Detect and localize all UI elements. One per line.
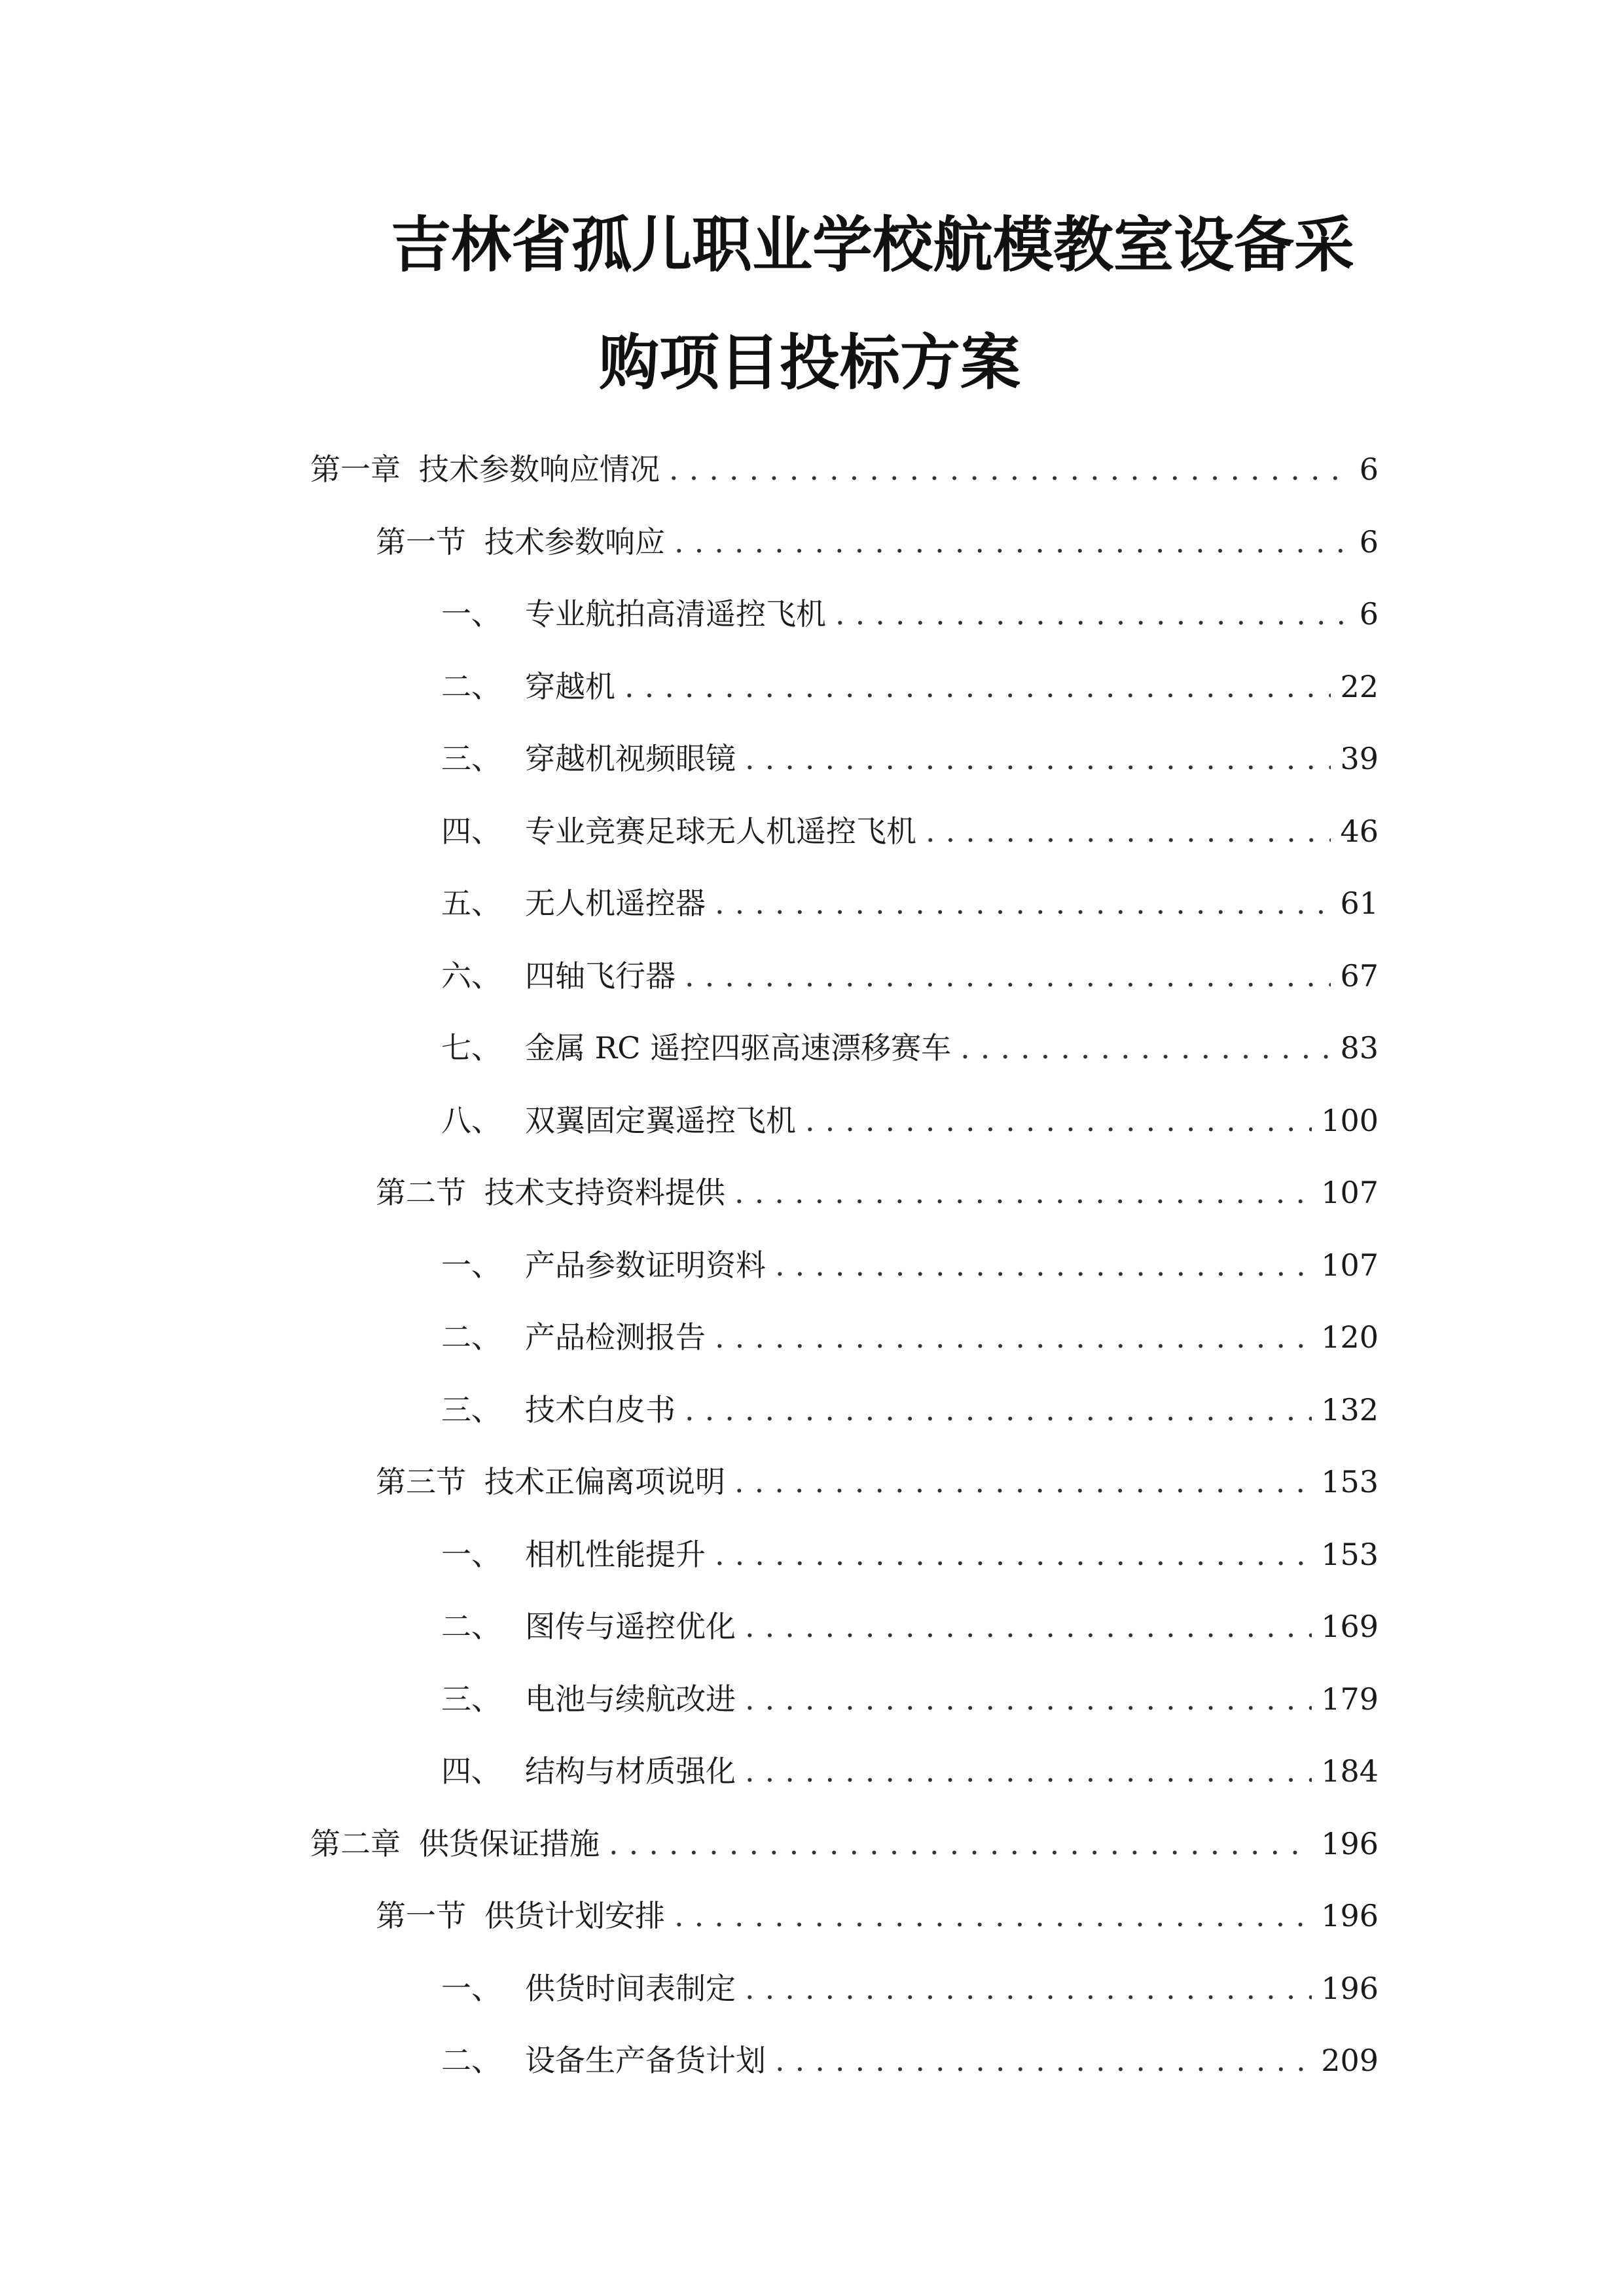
toc-entry-title: 技术参数响应情况 <box>419 452 660 487</box>
toc-entry[interactable] <box>376 1446 1379 1518</box>
toc-leader-dots <box>745 739 1331 778</box>
toc-leader-dots <box>734 1173 1312 1212</box>
toc-leader-dots <box>715 1318 1312 1357</box>
toc-page-number: 67 <box>1340 958 1379 994</box>
toc-entry-title: 穿越机视频眼镜 <box>525 741 736 776</box>
toc-leader-dots <box>960 1028 1331 1067</box>
toc-entry-number: 三、 <box>441 741 501 776</box>
toc-entry-title: 技术正偏离项说明 <box>484 1464 725 1499</box>
toc-entry-title: 穿越机 <box>525 668 615 704</box>
toc-entry-title: 无人机遥控器 <box>525 886 706 921</box>
toc-entry[interactable] <box>441 723 1379 795</box>
toc-leader-dots <box>674 1896 1312 1935</box>
toc-page-number: 22 <box>1340 668 1379 704</box>
toc-entry-number: 三、 <box>441 1391 501 1427</box>
toc-entry-number: 第二章 <box>310 1825 401 1861</box>
toc-page-number: 61 <box>1340 886 1379 921</box>
toc-entry[interactable] <box>441 651 1379 723</box>
toc-entry-number: 第一节 <box>376 1898 466 1933</box>
toc-entry-title: 供货时间表制定 <box>525 1970 736 2006</box>
toc-leader-dots <box>745 1607 1312 1646</box>
toc-entry[interactable] <box>376 1880 1379 1952</box>
toc-page-number: 107 <box>1321 1247 1379 1283</box>
toc-leader-dots <box>674 522 1350 562</box>
toc-entry-number: 一、 <box>441 1536 501 1572</box>
toc-page-number: 6 <box>1359 452 1379 487</box>
toc-entry-number: 第一节 <box>376 524 466 560</box>
toc-entry-number: 四、 <box>441 813 501 849</box>
toc-entry-number: 六、 <box>441 958 501 994</box>
toc-leader-dots <box>926 812 1331 851</box>
toc-entry-title: 相机性能提升 <box>525 1536 706 1572</box>
toc-entry-title: 供货计划安排 <box>484 1898 665 1933</box>
toc-page-number: 100 <box>1321 1102 1379 1138</box>
toc-entry-number: 第一章 <box>310 452 401 487</box>
toc-page-number: 132 <box>1321 1391 1379 1427</box>
toc-entry[interactable] <box>441 2024 1379 2096</box>
toc-page-number: 46 <box>1340 813 1379 849</box>
toc-page-number: 153 <box>1321 1536 1379 1572</box>
toc-entry[interactable] <box>376 506 1379 578</box>
toc-entry[interactable] <box>310 1808 1379 1880</box>
toc-leader-dots <box>775 1246 1312 1285</box>
toc-entry-number: 八、 <box>441 1102 501 1138</box>
toc-entry-title: 电池与续航改进 <box>525 1681 736 1717</box>
toc-entry-title: 结构与材质强化 <box>525 1753 736 1789</box>
toc-entry-number: 四、 <box>441 1753 501 1789</box>
toc-leader-dots <box>669 450 1350 489</box>
toc-entry[interactable] <box>441 940 1379 1012</box>
toc-entry[interactable] <box>441 578 1379 650</box>
toc-page-number: 196 <box>1321 1970 1379 2006</box>
toc-page-number: 196 <box>1321 1825 1379 1861</box>
toc-leader-dots <box>685 1390 1312 1429</box>
toc-entry[interactable] <box>441 1085 1379 1157</box>
toc-entry[interactable] <box>441 1735 1379 1807</box>
toc-entry[interactable] <box>441 1374 1379 1446</box>
toc-leader-dots <box>745 1679 1312 1719</box>
toc-leader-dots <box>624 667 1331 706</box>
toc-entry-title: 专业航拍高清遥控飞机 <box>525 596 826 632</box>
toc-entry-number: 第二节 <box>376 1175 466 1210</box>
toc-leader-dots <box>685 956 1331 996</box>
toc-entry[interactable] <box>441 1518 1379 1590</box>
toc-entry-title: 四轴飞行器 <box>525 958 676 994</box>
toc-page-number: 169 <box>1321 1609 1379 1644</box>
toc-page-number: 39 <box>1340 741 1379 776</box>
toc-leader-dots <box>835 594 1350 634</box>
toc-page-number: 107 <box>1321 1175 1379 1210</box>
toc-entry-number: 七、 <box>441 1030 501 1066</box>
toc-entry-title: 产品参数证明资料 <box>525 1247 766 1283</box>
toc-entry[interactable] <box>441 1229 1379 1301</box>
toc-entry-number: 二、 <box>441 1319 501 1355</box>
toc-entry-number: 二、 <box>441 668 501 704</box>
toc-entry-number: 一、 <box>441 1247 501 1283</box>
toc-entry-number: 五、 <box>441 886 501 921</box>
toc-page-number: 196 <box>1321 1898 1379 1933</box>
toc-entry-number: 一、 <box>441 596 501 632</box>
document-title-line-1: 吉林省孤儿职业学校航模教室设备采 <box>391 210 1355 280</box>
toc-leader-dots <box>715 1535 1312 1574</box>
toc-entry-title: 双翼固定翼遥控飞机 <box>525 1102 796 1138</box>
toc-entry[interactable] <box>441 795 1379 867</box>
toc-entry-title: 技术白皮书 <box>525 1391 676 1427</box>
toc-leader-dots <box>775 2041 1312 2080</box>
toc-entry[interactable] <box>310 433 1379 505</box>
toc-leader-dots <box>745 1751 1312 1791</box>
toc-entry[interactable] <box>441 1590 1379 1662</box>
toc-entry-title: 技术支持资料提供 <box>484 1175 725 1210</box>
document-title-line-2: 购项目投标方案 <box>599 328 1021 398</box>
toc-leader-dots <box>734 1462 1312 1501</box>
toc-entry-title: 图传与遥控优化 <box>525 1609 736 1644</box>
toc-page-number: 83 <box>1340 1030 1379 1066</box>
toc-entry-title: 设备生产备货计划 <box>525 2043 766 2078</box>
toc-entry-number: 二、 <box>441 2043 501 2078</box>
toc-entry-title: 技术参数响应 <box>484 524 665 560</box>
toc-entry-number: 一、 <box>441 1970 501 2006</box>
toc-entry-number: 三、 <box>441 1681 501 1717</box>
toc-entry-title: 金属 RC 遥控四驱高速漂移赛车 <box>525 1030 952 1066</box>
toc-page-number: 6 <box>1359 524 1379 560</box>
toc-page-number: 6 <box>1359 596 1379 632</box>
toc-entry-title: 产品检测报告 <box>525 1319 706 1355</box>
toc-entry[interactable] <box>441 1301 1379 1373</box>
toc-leader-dots <box>715 884 1331 923</box>
toc-page-number: 184 <box>1321 1753 1379 1789</box>
toc-entry[interactable] <box>441 1663 1379 1735</box>
toc-leader-dots <box>805 1101 1312 1140</box>
toc-entry-number: 二、 <box>441 1609 501 1644</box>
toc-page-number: 153 <box>1321 1464 1379 1499</box>
toc-page-number: 120 <box>1321 1319 1379 1355</box>
toc-leader-dots <box>745 1969 1312 2008</box>
toc-entry[interactable] <box>376 1157 1379 1229</box>
toc-entry-number: 第三节 <box>376 1464 466 1499</box>
toc-leader-dots <box>609 1824 1312 1863</box>
toc-entry-title: 专业竞赛足球无人机遥控飞机 <box>525 813 916 849</box>
toc-page-number: 179 <box>1321 1681 1379 1717</box>
toc-page-number: 209 <box>1321 2043 1379 2078</box>
toc-entry[interactable] <box>441 867 1379 939</box>
toc-entry-title: 供货保证措施 <box>419 1825 600 1861</box>
toc-entry[interactable] <box>441 1012 1379 1084</box>
toc-entry[interactable] <box>441 1952 1379 2024</box>
